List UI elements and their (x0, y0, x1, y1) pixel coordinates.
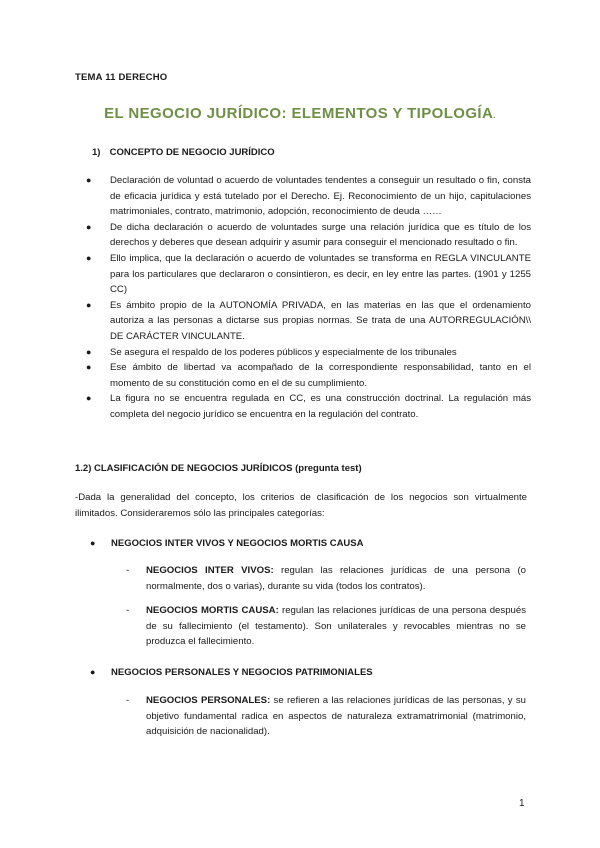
bullet-text: Ello implica, que la declaración o acuerdo de voluntades se transforma en REGLA VINCULANTE para los particulares que declararon o consintieron, es decir, en ley entre las partes. (1901 y 1255 CC) (110, 252, 531, 296)
page-number: 1 (519, 798, 525, 809)
bullet-icon: ● (86, 175, 92, 185)
classification-intro: -Dada la generalidad del concepto, los criterios de clasificación de los negocios son virtualmente ilimitados. Consideraremos sólo las principales categorías: (75, 492, 527, 519)
category-title: NEGOCIOS INTER VIVOS Y NEGOCIOS MORTIS CAUSA (111, 538, 364, 549)
concept-bullet-list (84, 173, 531, 423)
list-item (84, 345, 531, 361)
definition-inter-vivos (126, 563, 526, 594)
bullet-icon: ● (86, 346, 92, 357)
bullet-text: Es ámbito propio de la AUTONOMÍA PRIVADA, en las materias en las que el ordenamiento autoriza a las personas a dictarse sus propias normas. Se trata de una AUTORREGULACIÓN\\ DE CARÁCTER VINCULANTE. (110, 299, 531, 342)
definition-term: NEGOCIOS MORTIS CAUSA: (146, 605, 279, 616)
section-1-number: 1) (92, 147, 101, 158)
section-2-heading: 1.2) CLASIFICACIÓN DE NEGOCIOS JURÍDICOS (pregunta test) (75, 463, 362, 474)
category-heading-personales (90, 667, 373, 678)
bullet-icon: ● (86, 252, 92, 263)
list-item (84, 173, 531, 220)
definition-text: regulan las relaciones jurídicas de una persona después de su fallecimiento (el testamento). Son unilaterales y revocables mientras no se produzca el fallecimiento. (146, 605, 526, 648)
bullet-text: Ese ámbito de libertad va acompañado de la correspondiente responsabilidad, tanto en el momento de su constitución como en el de su cumplimiento. (110, 362, 531, 389)
definition-term: NEGOCIOS PERSONALES: (146, 695, 271, 706)
course-header: TEMA 11 DERECHO (75, 72, 168, 83)
category-title: NEGOCIOS PERSONALES Y NEGOCIOS PATRIMONIALES (111, 667, 373, 678)
bullet-text: De dicha declaración o acuerdo de voluntades surge una relación jurídica que es título de los derechos y deberes que desean adquirir y asumir para conseguir el mencionado resultado o fin. (110, 221, 531, 249)
list-item (84, 251, 531, 298)
bullet-icon: ● (86, 221, 92, 232)
bullet-text: La figura no se encuentra regulada en CC, es una construcción doctrinal. La regulación más completa del negocio jurídico se encuentra en la regulación del contrato. (110, 393, 531, 420)
dash-marker: - (126, 605, 130, 616)
definition-text: regulan las relaciones jurídicas de una persona (o normalmente, dos o varias), durante su vida (todos los contratos). (146, 565, 526, 592)
document-title-text: EL NEGOCIO JURÍDICO: ELEMENTOS Y TIPOLOGÍA (104, 105, 494, 122)
dash-marker: - (126, 695, 130, 706)
category-heading-inter-vivos (90, 538, 364, 549)
definition-personales (126, 693, 526, 740)
list-item (84, 360, 531, 391)
definition-text: se refieren a las relaciones jurídicas de las personas, y su objetivo fundamental radica en aspectos de naturaleza extramatrimonial (matrimonio, adquisición de nacionalidad). (146, 695, 527, 738)
bullet-icon: ● (90, 667, 96, 677)
bullet-text: Declaración de voluntad o acuerdo de voluntades tendentes a conseguir un resultado o fin, consta de eficacia jurídica y está tutelado por el Derecho. Ej. Reconocimiento de un hijo, capitulaciones matrimoniales, contrato, matrimonio, adopción, reconocimiento de deuda …… (110, 175, 531, 218)
bullet-icon: ● (86, 362, 92, 373)
bullet-icon: ● (90, 538, 96, 548)
document-title-trail: . (493, 111, 496, 120)
definition-term: NEGOCIOS INTER VIVOS: (146, 565, 274, 576)
section-1-heading (92, 147, 275, 158)
section-1-title: CONCEPTO DE NEGOCIO JURÍDICO (109, 147, 275, 158)
list-item (84, 298, 531, 345)
bullet-text: Se asegura el respaldo de los poderes públicos y especialmente de los tribunales (110, 346, 457, 358)
bullet-icon: ● (86, 393, 92, 404)
definition-mortis-causa (126, 603, 526, 650)
list-item (84, 391, 531, 422)
bullet-icon: ● (86, 299, 92, 310)
list-item (84, 220, 531, 251)
dash-marker: - (126, 565, 130, 576)
document-title (0, 105, 600, 122)
